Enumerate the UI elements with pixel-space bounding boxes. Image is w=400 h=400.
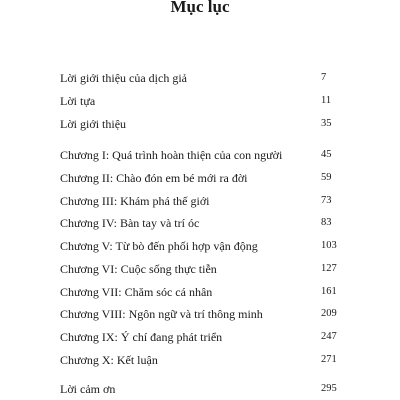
- page-title: Mục lục: [170, 0, 230, 16]
- toc-entry-page: 7: [321, 72, 327, 83]
- toc-entry-label: Chương X: Kết luận: [60, 353, 158, 367]
- toc-entry-label: Chương I: Quá trình hoàn thiện của con người: [60, 148, 283, 162]
- toc-entry-page: 127: [321, 263, 337, 274]
- toc-entry-page: 59: [321, 172, 332, 183]
- toc-entry-page: 103: [321, 240, 337, 251]
- toc-entry-label: Lời giới thiệu của dịch giả: [60, 71, 187, 85]
- toc-entry-label: Lời cảm ơn: [60, 382, 116, 396]
- toc-entry-label: Chương IV: Bàn tay và trí óc: [60, 216, 200, 230]
- toc-entry: [60, 215, 350, 231]
- toc-entry-label: Chương VI: Cuộc sống thực tiễn: [60, 262, 217, 276]
- toc-entry: [60, 93, 350, 109]
- toc-entry-label: Lời tựa: [60, 94, 96, 108]
- toc-entry: [60, 352, 350, 368]
- toc-entry-page: 35: [321, 118, 332, 129]
- toc-entry-page: 11: [321, 95, 332, 106]
- toc-entry-page: 73: [321, 195, 332, 206]
- toc-entry-page: 271: [321, 354, 337, 365]
- toc-entry: [60, 238, 350, 254]
- toc-entry: [60, 329, 350, 345]
- toc-entry-label: Chương V: Từ bò đến phối hợp vận động: [60, 239, 258, 253]
- toc-entry: [60, 170, 350, 186]
- toc-entry-page: 247: [321, 331, 337, 342]
- toc-entry: [60, 381, 350, 397]
- toc-entry-page: 161: [321, 286, 337, 297]
- toc-entry: [60, 306, 350, 322]
- toc-entry: [60, 147, 350, 163]
- toc-entry-label: Lời giới thiệu: [60, 117, 127, 131]
- toc-entry: [60, 261, 350, 277]
- toc-entry: [60, 70, 350, 86]
- toc-entry-label: Chương VII: Chăm sóc cá nhân: [60, 285, 213, 299]
- toc-entry-label: Chương VIII: Ngôn ngữ và trí thông minh: [60, 307, 263, 321]
- toc-entry: [60, 193, 350, 209]
- toc-entry-page: 83: [321, 217, 332, 228]
- toc-entry-label: Chương II: Chào đón em bé mới ra đời: [60, 171, 248, 185]
- toc-entry: [60, 116, 350, 132]
- toc-entry: [60, 284, 350, 300]
- toc-entry-page: 45: [321, 149, 332, 160]
- toc-entry-page: 209: [321, 308, 337, 319]
- toc-entry-page: 295: [321, 383, 337, 394]
- toc-entry-label: Chương III: Khám phá thế giới: [60, 194, 210, 208]
- toc-entry-label: Chương IX: Ý chí đang phát triển: [60, 330, 223, 344]
